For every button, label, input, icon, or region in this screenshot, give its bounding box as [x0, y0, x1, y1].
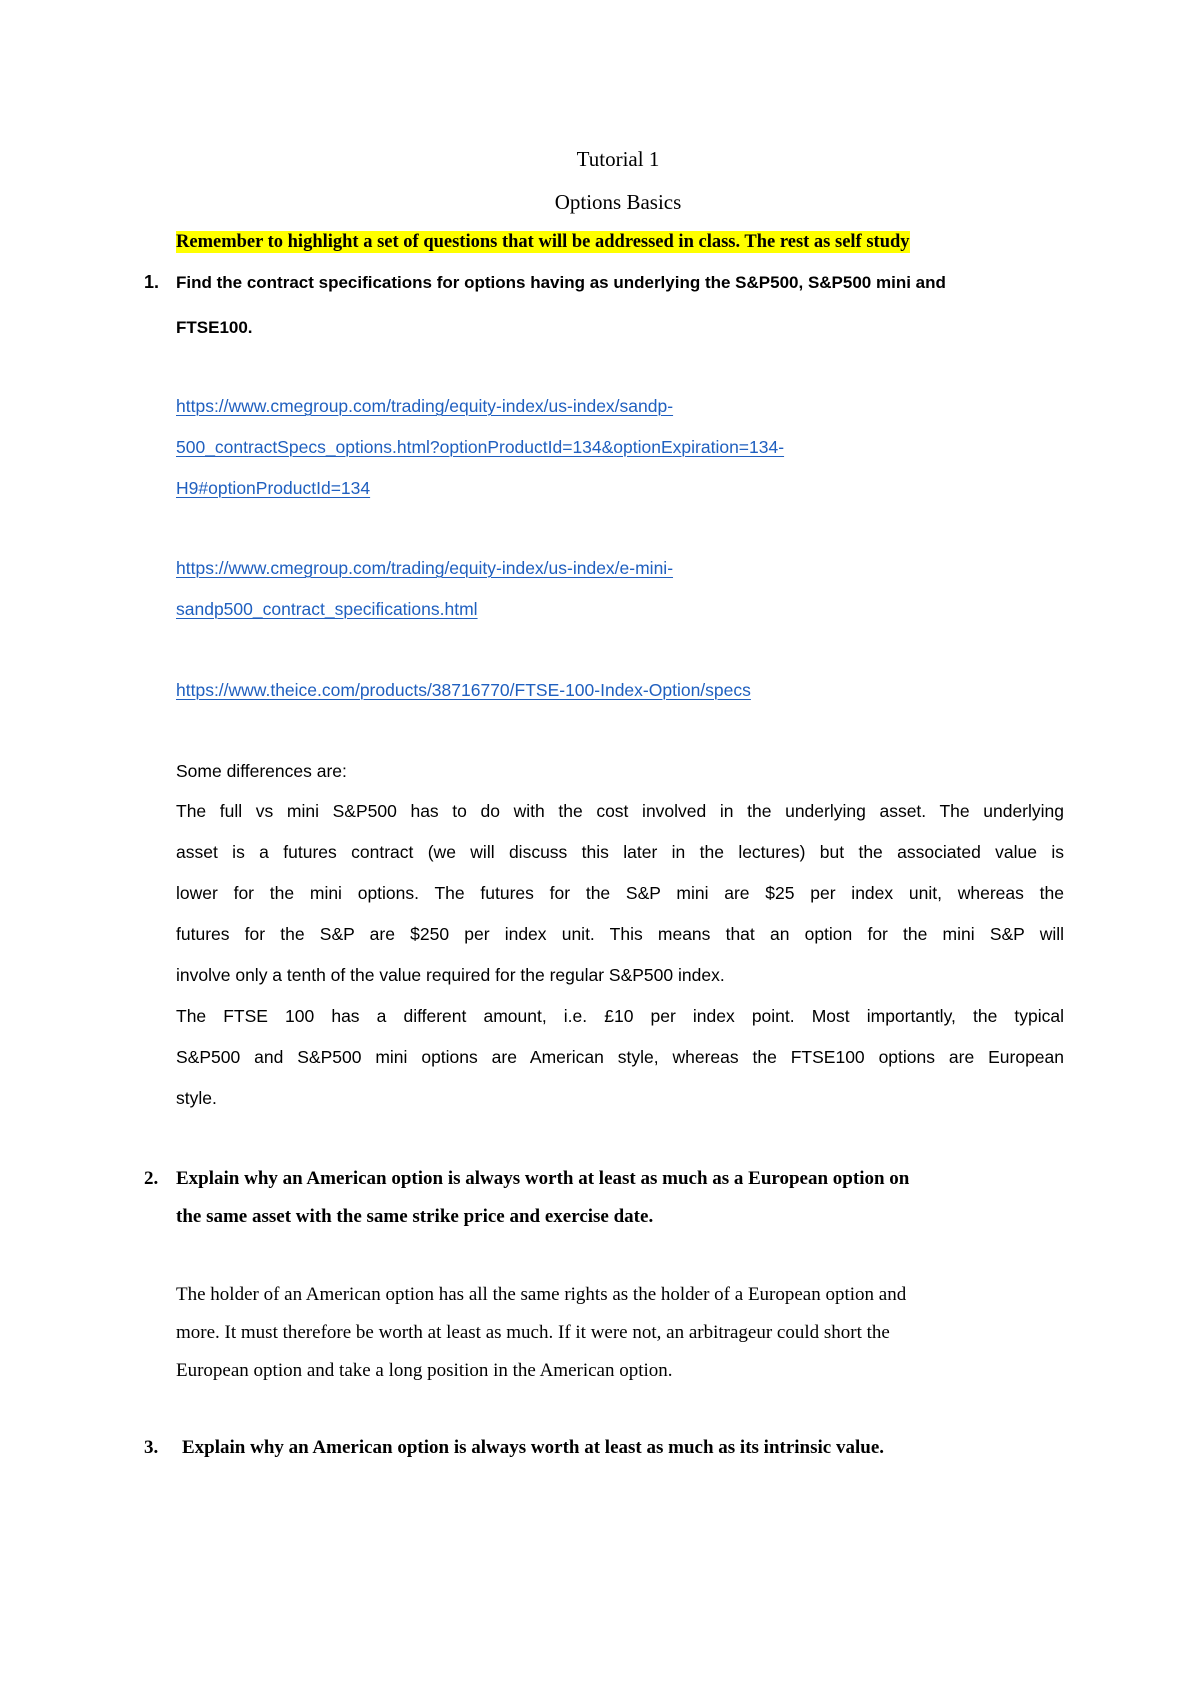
question-1-text-line-2: FTSE100.	[176, 318, 253, 337]
answer-1-paragraph-1	[176, 791, 1064, 1119]
answer-1-p1-line-1: The full vs mini S&P500 has to do with the cost involved in the underlying asset. The underlying	[176, 801, 1064, 821]
highlight-notice	[176, 232, 910, 253]
answer-1-p1-line-3: lower for the mini options. The futures for the S&P mini are $25 per index unit, whereas the	[176, 883, 1064, 903]
link-emini-sp500-line-2[interactable]: sandp500_contract_specifications.html	[176, 599, 478, 619]
link-sp500-options-line-1[interactable]: https://www.cmegroup.com/trading/equity-index/us-index/sandp-	[176, 396, 674, 416]
page-title: Tutorial 1	[576, 147, 660, 171]
answer-1-p2-line-1: The FTSE 100 has a different amount, i.e. £10 per index point. Most importantly, the typical	[176, 1006, 1064, 1026]
question-1-number: 1.	[144, 272, 160, 292]
question-2-text-line-2: the same asset with the same strike price and exercise date.	[176, 1206, 654, 1227]
link-ftse100-option[interactable]: https://www.theice.com/products/38716770/FTSE-100-Index-Option/specs	[176, 680, 751, 700]
answer-2-line-2: more. It must therefore be worth at least as much. If it were not, an arbitrageur could short the	[176, 1322, 890, 1343]
answer-1-p1-line-5: involve only a tenth of the value required for the regular S&P500 index.	[176, 965, 725, 985]
question-2-number: 2.	[144, 1168, 159, 1189]
answer-1-p1-line-2: asset is a futures contract (we will discuss this later in the lectures) but the associated value is	[176, 842, 1064, 862]
link-emini-sp500-line-1[interactable]: https://www.cmegroup.com/trading/equity-index/us-index/e-mini-	[176, 558, 674, 578]
link-sp500-options-line-3[interactable]: H9#optionProductId=134	[176, 478, 371, 498]
page-subtitle: Options Basics	[554, 190, 682, 214]
answer-1-p1-line-4: futures for the S&P are $250 per index unit. This means that an option for the mini S&P will	[176, 924, 1064, 944]
link-sp500-options-line-2[interactable]: 500_contractSpecs_options.html?optionProductId=134&optionExpiration=134-	[176, 437, 785, 457]
answer-2-line-1: The holder of an American option has all the same rights as the holder of a European option and	[176, 1284, 907, 1305]
answer-2-line-3: European option and take a long position in the American option.	[176, 1360, 673, 1381]
question-1-text-line-1: Find the contract specifications for options having as underlying the S&P500, S&P500 mini and	[176, 273, 946, 292]
answer-1-intro: Some differences are:	[176, 761, 347, 781]
answer-1-p2-line-3: style.	[176, 1088, 217, 1108]
answer-1-p2-line-2: S&P500 and S&P500 mini options are American style, whereas the FTSE100 options are European	[176, 1047, 1064, 1067]
question-3-text: Explain why an American option is always worth at least as much as its intrinsic value.	[182, 1437, 884, 1458]
question-3-number: 3.	[144, 1437, 159, 1458]
notice-text: Remember to highlight a set of questions that will be addressed in class. The rest as self study	[176, 232, 910, 252]
question-2-text-line-1: Explain why an American option is always worth at least as much as a European option on	[176, 1168, 910, 1189]
